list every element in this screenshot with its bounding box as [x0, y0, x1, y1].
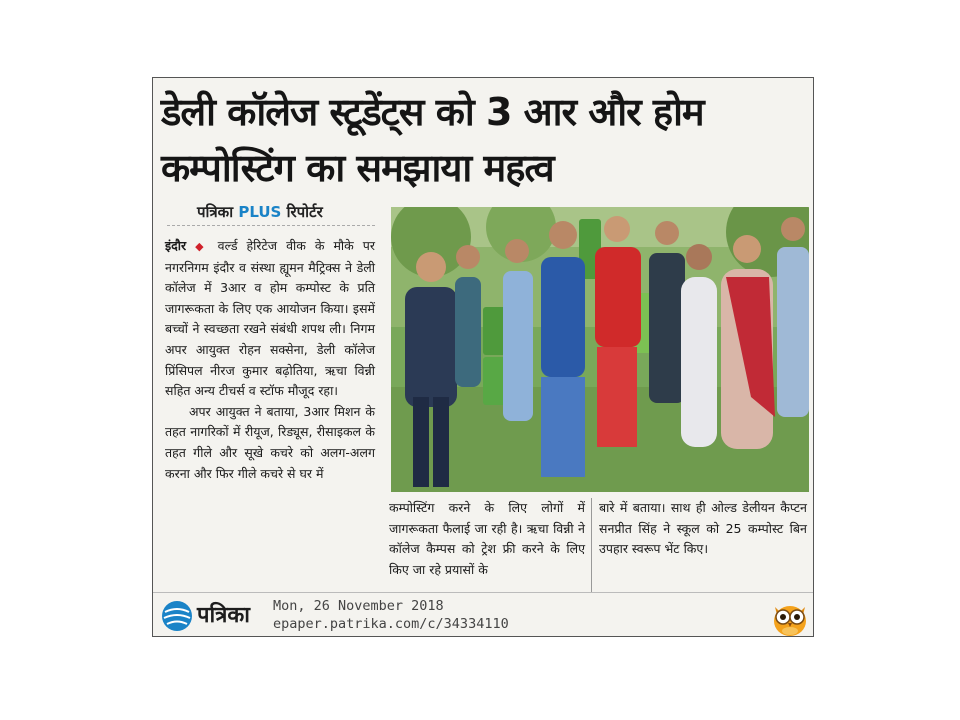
article-column-1	[165, 236, 375, 484]
article-column-3: बारे में बताया। साथ ही ओल्ड डेलीयन कैप्टन सनप्रीत सिंह ने स्कूल को 25 कम्पोस्ट बिन उपहार स्वरूप भेंट किए।	[599, 500, 807, 557]
epaper-url[interactable]: epaper.patrika.com/c/34334110	[273, 616, 509, 632]
photo-illustration	[391, 207, 809, 492]
article-paragraph-1: वर्ल्ड हेरिटेज वीक के मौके पर नगरनिगम इंदौर व संस्था ह्यूमन मैट्रिक्स ने डेली कॉलेज में 3आर व होम कम्पोस्ट के प्रति जागरूकता के लिए एक आयोजन किया। इसमें बच्चों ने स्वच्छता रखने संबंधी शपथ ली। निगम अपर आयुक्त रोहन सक्सेना, डेली कॉलेज प्रिंसिपल नीरज कुमार बढ़ोतिया, ऋचा विन्नी सहित अन्य टीचर्स व स्टॉफ मौजूद रहा।	[165, 238, 375, 399]
byline-brand: पत्रिका	[197, 203, 234, 221]
newspaper-clipping	[152, 77, 814, 637]
article-column-2: कम्पोस्टिंग करने के लिए लोगों में जागरूकता फैलाई जा रही है। ऋचा विन्नी ने कॉलेज कैम्पस को ट्रेश फ्री करने के लिए किए जा रहे प्रयासों के	[389, 500, 585, 577]
byline	[197, 202, 323, 222]
byline-divider	[167, 225, 375, 226]
article-paragraph-2: अपर आयुक्त ने बताया, 3आर मिशन के तहत नागरिकों में रीयूज, रिड्यूस, रीसाइकल के तहत गीले और सूखे कचरे को अलग-अलग करना और फिर गीले कचरे से घर में	[165, 403, 375, 481]
footer-logo-text: पत्रिका	[197, 603, 250, 628]
footer	[153, 592, 814, 637]
publication-date: Mon, 26 November 2018	[273, 598, 444, 614]
dateline-diamond-icon: ◆	[195, 240, 209, 253]
footer-meta	[273, 597, 509, 633]
headline: डेली कॉलेज स्टूडेंट्स को 3 आर और होम कम्पोस्टिंग का समझाया महत्व	[161, 90, 704, 190]
owl-mascot-icon	[771, 597, 809, 637]
byline-role: रिपोर्टर	[286, 203, 323, 221]
patrika-globe-icon	[161, 600, 193, 632]
news-photo	[391, 207, 809, 492]
dateline: इंदौर	[165, 238, 187, 253]
column-divider	[591, 498, 592, 593]
byline-plus: PLUS	[238, 203, 282, 221]
